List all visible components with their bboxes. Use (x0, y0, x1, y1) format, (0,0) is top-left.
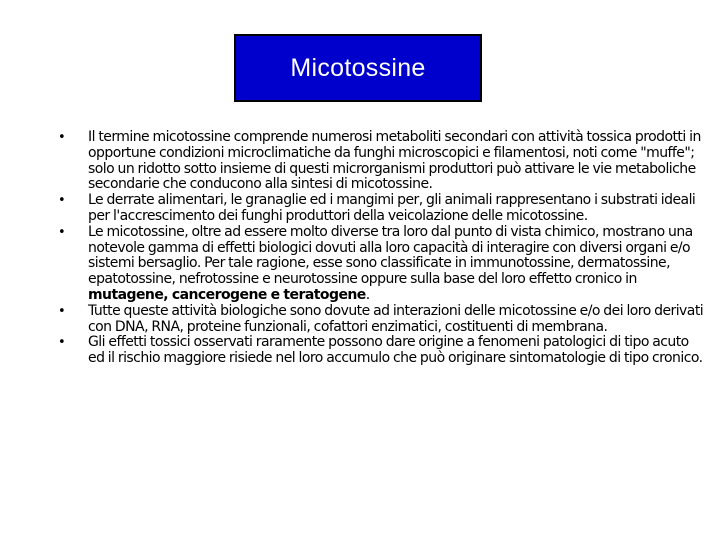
bullet-item-1 (58, 130, 708, 193)
bullet-dot-icon: • (58, 303, 66, 319)
bullet-text-4: Tutte queste attività biologiche sono dovute ad interazioni delle micotossine e/o dei loro derivati con DNA, RNA, proteine funzionali, cofattori enzimatici, costituenti di membrana. (88, 302, 704, 335)
bullet-dot-icon: • (58, 224, 66, 240)
bullet-list (58, 130, 708, 367)
bullet-dot-icon: • (58, 130, 66, 145)
bullet-item-2 (58, 193, 708, 225)
bullet-item-3 (58, 225, 708, 304)
bullet-dot-icon: • (58, 335, 66, 351)
bullet-text-3-end: . (365, 286, 370, 303)
bullet-item-4 (58, 304, 708, 336)
bullet-text-1: Il termine micotossine comprende numerosi metaboliti secondari con attività tossica prodotti in opportune condizioni microclimatiche da funghi microscopici e filamentosi, noti come "muffe"; solo un ridotto sotto insieme di questi microrganismi produttori può attivare le vie metaboliche secondarie che conducono alla sintesi di micotossine. (88, 129, 701, 193)
bullet-text-3: Le micotossine, oltre ad essere molto diverse tra loro dal punto di vista chimico, mostrano una notevole gamma di effetti biologici dovuti alla loro capacità di interagire con diversi organi e/o sistemi bersaglio. Per tale ragione, esse sono classificate in immunotossine, dermatossine, epatotossine, nefrotossine e neurotossine oppure sulla base del loro effetto cronico in (88, 223, 693, 288)
bullet-dot-icon: • (58, 193, 66, 209)
title-box (234, 34, 482, 102)
bullet-item-5 (58, 335, 708, 367)
bullet-text-5: Gli effetti tossici osservati raramente possono dare origine a fenomeni patologici di tipo acuto ed il rischio maggiore risiede nel loro accumulo che può originare sintomatologie di tipo cronico. (88, 334, 703, 367)
bullet-text-3-emphasis: mutagene, cancerogene e teratogene (88, 286, 366, 303)
slide-title: Micotossine (290, 53, 426, 82)
bullet-text-2: Le derrate alimentari, le granaglie ed i mangimi per, gli animali rappresentano i substrati ideali per l'accrescimento dei funghi produttori della veicolazione delle micotossine. (88, 192, 696, 224)
